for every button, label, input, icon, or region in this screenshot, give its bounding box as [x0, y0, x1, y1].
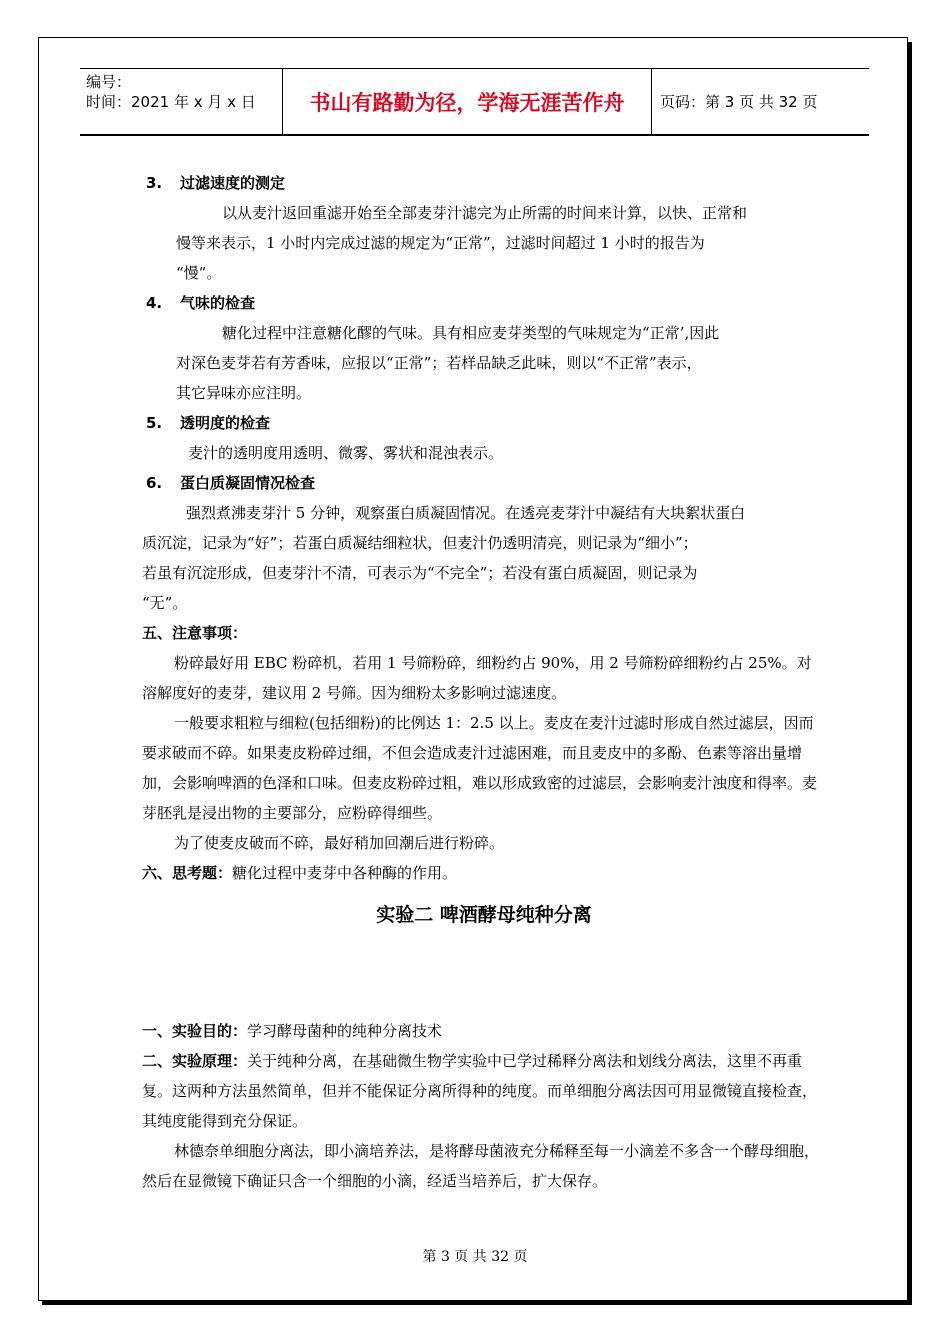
header-page-info: 页码：第 3 页 共 32 页	[660, 93, 818, 111]
section-heading-5: 5. 透明度的检查	[146, 414, 271, 432]
notes-paragraph-3: 为了使麦皮破而不碎，最好稍加回潮后进行粉碎。	[174, 834, 505, 852]
section-6-line: 强烈煮沸麦芽汁 5 分钟，观察蛋白质凝固情况。在透亮麦芽汁中凝结有大块絮状蛋白	[186, 504, 746, 522]
purpose-text: 学习酵母菌种的纯种分离技术	[247, 1022, 443, 1040]
document-body	[142, 168, 826, 1196]
page-header	[80, 68, 869, 136]
header-time: 时间：2021 年 x 月 x 日	[86, 93, 256, 111]
section-4-line: 对深色麦芽若有芳香味，应报以“正常”；若样品缺乏此味，则以“不正常”表示，	[176, 354, 702, 372]
section-3-line: “慢”。	[176, 264, 222, 282]
page-footer: 第 3 页 共 32 页	[422, 1249, 528, 1265]
experiment-2-title: 实验二 啤酒酵母纯种分离	[376, 904, 592, 926]
purpose-heading: 一、实验目的：	[142, 1022, 248, 1040]
notes-heading: 五、注意事项：	[142, 624, 248, 642]
page-border-shadow-bottom	[42, 1301, 912, 1305]
section-6-line: “无”。	[142, 594, 188, 612]
questions-heading: 六、思考题：	[142, 864, 233, 882]
section-3-line: 慢等来表示，1 小时内完成过滤的规定为“正常”，过滤时间超过 1 小时的报告为	[176, 234, 705, 252]
purpose-paragraph	[142, 1016, 826, 1046]
section-heading-6: 6. 蛋白质凝固情况检查	[146, 474, 316, 492]
page-border-shadow-right	[908, 42, 912, 1305]
principle-text: 关于纯种分离，在基础微生物学实验中已学过稀释分离法和划线分离法，这里不再重复。这两种方法虽然简单，但并不能保证分离所得种的纯度。而单细胞分离法因可用显微镜直接检查，其纯度能得到充分保证。	[142, 1052, 818, 1130]
section-3-line: 以从麦汁返回重滤开始至全部麦芽汁滤完为止所需的时间来计算，以快、正常和	[222, 204, 748, 222]
section-5-line: 麦汁的透明度用透明、微雾、雾状和混浊表示。	[188, 444, 504, 462]
section-6-line: 若虽有沉淀形成，但麦芽汁不清，可表示为“不完全”；若没有蛋白质凝固，则记录为	[142, 564, 698, 582]
section-heading-3: 3. 过滤速度的测定	[146, 174, 286, 192]
section-4-line: 糖化过程中注意糖化醪的气味。具有相应麦芽类型的气味规定为“正常’,因此	[222, 324, 720, 342]
header-motto: 书山有路勤为径，学海无涯苦作舟	[283, 69, 652, 134]
section-heading-4: 4. 气味的检查	[146, 294, 256, 312]
section-6-line: 质沉淀，记录为“好”；若蛋白质凝结细粒状，但麦汁仍透明清亮，则记录为“细小”；	[142, 534, 698, 552]
notes-paragraph-1: 粉碎最好用 EBC 粉碎机，若用 1 号筛粉碎，细粉约占 90%，用 2 号筛粉碎细粉约占 25%。对溶解度好的麦芽，建议用 2 号筛。因为细粉太多影响过滤速度。	[142, 654, 812, 702]
header-number-label: 编号：	[86, 73, 132, 91]
questions-paragraph	[142, 858, 826, 888]
principle-paragraph	[142, 1046, 826, 1136]
lindner-paragraph: 林德奈单细胞分离法，即小滴培养法，是将酵母菌液充分稀释至每一小滴差不多含一个酵母细胞，然后在显微镜下确证只含一个细胞的小滴，经适当培养后，扩大保存。	[142, 1142, 820, 1190]
notes-paragraph-2: 一般要求粗粒与细粒(包括细粉)的比例达 1：2.5 以上。麦皮在麦汁过滤时形成自然过滤层，因而要求破而不碎。如果麦皮粉碎过细，不但会造成麦汁过滤困难，而且麦皮中的多酚、色素等溶出量增加，会影响啤酒的色泽和口味。但麦皮粉碎过粗，难以形成致密的过滤层，会影响麦汁浊度和得率。麦芽胚乳是浸出物的主要部分，应粉碎得细些。	[142, 714, 818, 822]
header-meta	[80, 69, 283, 134]
section-4-line: 其它异味亦应注明。	[176, 384, 312, 402]
principle-heading: 二、实验原理：	[142, 1052, 248, 1070]
questions-text: 糖化过程中麦芽中各种酶的作用。	[232, 864, 458, 882]
